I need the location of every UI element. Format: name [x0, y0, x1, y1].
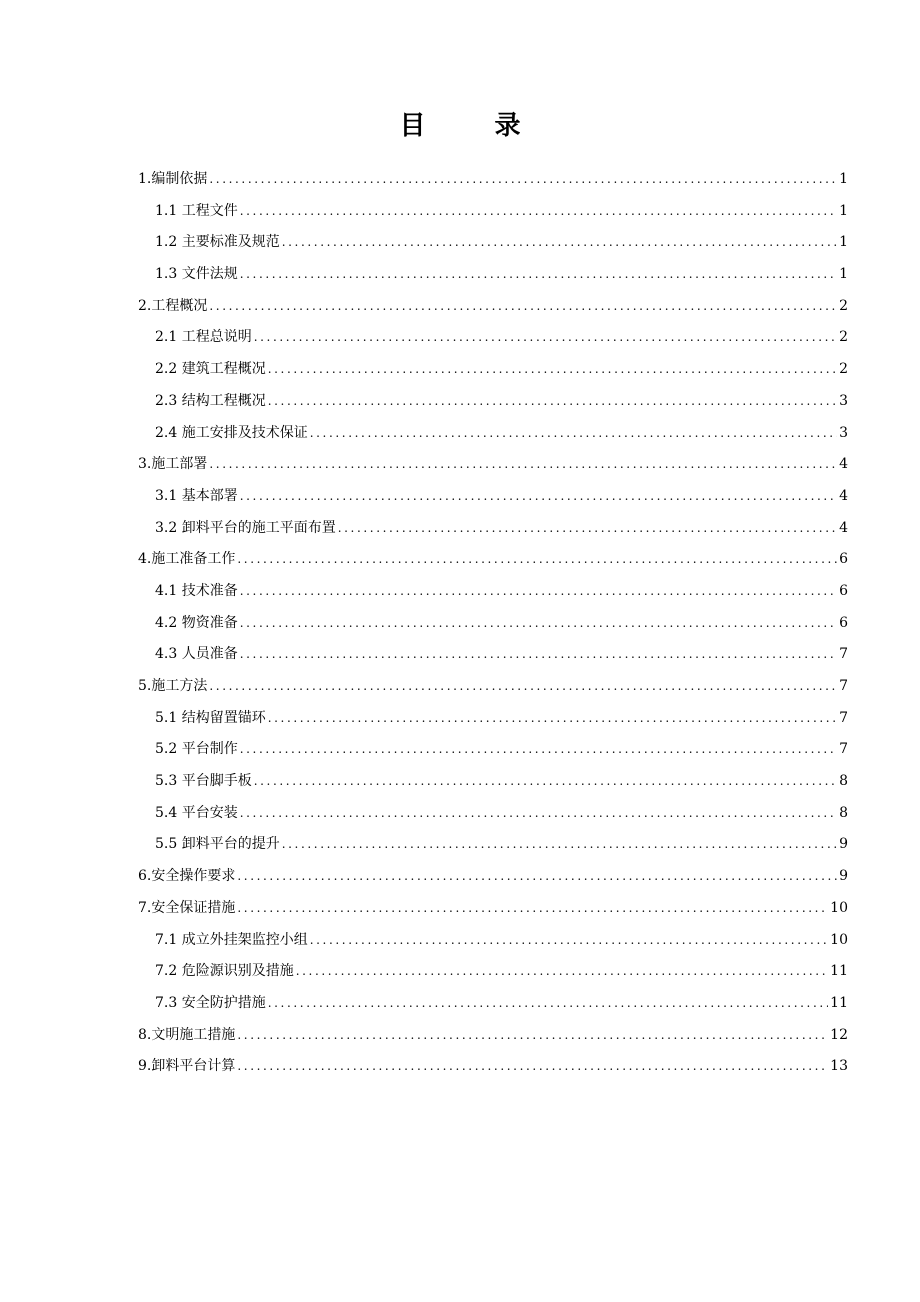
toc-dot-leader — [268, 354, 837, 386]
toc-entry-page-number: 9 — [839, 836, 848, 853]
toc-entry[interactable] — [138, 544, 848, 576]
toc-dot-leader — [240, 259, 837, 291]
toc-entry[interactable] — [138, 259, 848, 291]
toc-entry[interactable] — [138, 418, 848, 450]
toc-entry-page-number: 8 — [839, 773, 848, 790]
toc-dot-leader — [240, 196, 837, 228]
toc-entry-label: 7.2 危险源识别及措施 — [155, 963, 294, 980]
toc-entry-page-number: 11 — [830, 994, 848, 1011]
toc-entry-label: 2.2 建筑工程概况 — [155, 361, 266, 378]
toc-entry-label: 1.3 文件法规 — [155, 266, 238, 283]
toc-entry[interactable] — [138, 798, 848, 830]
toc-entry-label: 4.施工准备工作 — [138, 551, 236, 568]
toc-entry[interactable] — [138, 734, 848, 766]
toc-entry-page-number: 4 — [839, 487, 848, 504]
toc-dot-leader — [237, 1051, 828, 1083]
toc-entry-page-number: 6 — [839, 582, 848, 599]
toc-entry-label: 6.安全操作要求 — [138, 868, 236, 885]
toc-entry-label: 2.1 工程总说明 — [155, 329, 252, 346]
toc-entry[interactable] — [138, 164, 848, 196]
toc-dot-leader — [268, 703, 837, 735]
toc-dot-leader — [282, 227, 837, 259]
toc-entry-page-number: 2 — [839, 361, 848, 378]
toc-entry[interactable] — [138, 386, 848, 418]
toc-dot-leader — [310, 418, 837, 450]
toc-entry[interactable] — [138, 449, 848, 481]
toc-dot-leader — [240, 576, 837, 608]
toc-entry-label: 7.安全保证措施 — [138, 899, 236, 916]
toc-dot-leader — [240, 639, 837, 671]
toc-entry-page-number: 2 — [839, 297, 848, 314]
toc-entry-label: 1.2 主要标准及规范 — [155, 234, 280, 251]
toc-entry-label: 2.工程概况 — [138, 297, 208, 314]
toc-dot-leader — [240, 481, 837, 513]
toc-entry-label: 5.1 结构留置锚环 — [155, 709, 266, 726]
toc-entry-label: 1.1 工程文件 — [155, 202, 238, 219]
toc-entry[interactable] — [138, 861, 848, 893]
toc-title: 目 录 — [399, 111, 551, 141]
toc-entry[interactable] — [138, 354, 848, 386]
toc-entry-page-number: 8 — [839, 804, 848, 821]
toc-dot-leader — [240, 798, 837, 830]
toc-entry-label: 4.2 物资准备 — [155, 614, 238, 631]
toc-entry-label: 3.1 基本部署 — [155, 487, 238, 504]
toc-entry-page-number: 4 — [839, 519, 848, 536]
toc-entry-label: 4.1 技术准备 — [155, 582, 238, 599]
toc-entry[interactable] — [138, 608, 848, 640]
toc-entry-page-number: 11 — [830, 963, 848, 980]
toc-entry[interactable] — [138, 196, 848, 228]
toc-entry-page-number: 7 — [839, 678, 848, 694]
toc-entry-page-number: 10 — [830, 931, 848, 948]
toc-entry[interactable] — [138, 925, 848, 957]
toc-entry-page-number: 7 — [839, 646, 848, 663]
toc-entry-page-number: 6 — [839, 551, 848, 568]
toc-entry-page-number: 7 — [839, 741, 848, 758]
toc-entry-page-number: 10 — [830, 899, 848, 916]
toc-dot-leader — [237, 893, 828, 925]
toc-entry[interactable] — [138, 227, 848, 259]
toc-entry-label: 8.文明施工措施 — [138, 1026, 236, 1043]
toc-entry-page-number: 12 — [830, 1026, 848, 1043]
toc-dot-leader — [209, 164, 837, 196]
toc-entry-label: 9.卸料平台计算 — [138, 1058, 236, 1075]
toc-entry[interactable] — [138, 576, 848, 608]
toc-dot-leader — [237, 861, 837, 893]
toc-entry-page-number: 1 — [839, 202, 848, 219]
toc-entry-label: 5.2 平台制作 — [155, 741, 238, 758]
toc-dot-leader — [310, 925, 828, 957]
toc-dot-leader — [209, 291, 837, 323]
toc-entry-label: 1.编制依据 — [138, 171, 208, 187]
toc-entry[interactable] — [138, 639, 848, 671]
toc-entry-page-number: 2 — [839, 329, 848, 346]
toc-entry-label: 5.施工方法 — [138, 678, 208, 694]
toc-entry-page-number: 4 — [839, 456, 848, 473]
toc-entry-page-number: 3 — [839, 392, 848, 409]
toc-dot-leader — [282, 829, 837, 861]
toc-entry[interactable] — [138, 766, 848, 798]
toc-dot-leader — [209, 449, 837, 481]
toc-entry-label: 4.3 人员准备 — [155, 646, 238, 663]
toc-entry[interactable] — [138, 671, 848, 703]
toc-entry[interactable] — [138, 829, 848, 861]
toc-dot-leader — [338, 513, 837, 545]
toc-entry-page-number: 9 — [839, 868, 848, 885]
toc-entry-page-number: 13 — [830, 1058, 848, 1075]
toc-entry-page-number: 6 — [839, 614, 848, 631]
toc-entry-label: 3.施工部署 — [138, 456, 208, 473]
toc-entry-label: 7.1 成立外挂架监控小组 — [155, 931, 308, 948]
toc-dot-leader — [240, 608, 837, 640]
toc-dot-leader — [296, 956, 828, 988]
toc-entry-label: 7.3 安全防护措施 — [155, 994, 266, 1011]
toc-entry-label: 2.3 结构工程概况 — [155, 392, 266, 409]
toc-entry-label: 5.5 卸料平台的提升 — [155, 836, 280, 853]
toc-entry[interactable] — [138, 1051, 848, 1083]
toc-dot-leader — [268, 988, 828, 1020]
toc-entry[interactable] — [138, 322, 848, 354]
toc-entry[interactable] — [138, 893, 848, 925]
toc-entry-page-number: 1 — [839, 234, 848, 251]
toc-entry[interactable] — [138, 1020, 848, 1052]
toc-entry-label: 3.2 卸料平台的施工平面布置 — [155, 519, 336, 536]
toc-dot-leader — [254, 766, 837, 798]
toc-entry-page-number: 7 — [839, 709, 848, 726]
toc-entry[interactable] — [138, 481, 848, 513]
toc-entry-label: 2.4 施工安排及技术保证 — [155, 424, 308, 441]
toc-entry-page-number: 1 — [839, 266, 848, 283]
toc-entry[interactable] — [138, 291, 848, 323]
toc-dot-leader — [254, 322, 837, 354]
toc-dot-leader — [240, 734, 837, 766]
toc-entry-label: 5.4 平台安装 — [155, 804, 238, 821]
toc-entry-page-number: 1 — [839, 171, 848, 187]
toc-entry[interactable] — [138, 956, 848, 988]
toc-entry[interactable] — [138, 988, 848, 1020]
toc-dot-leader — [209, 671, 837, 703]
toc-dot-leader — [237, 544, 837, 576]
toc-dot-leader — [268, 386, 837, 418]
toc-entry-label: 5.3 平台脚手板 — [155, 773, 252, 790]
toc-dot-leader — [237, 1020, 828, 1052]
toc-entry-page-number: 3 — [839, 424, 848, 441]
toc-entry[interactable] — [138, 513, 848, 545]
toc-entry[interactable] — [138, 703, 848, 735]
table-of-contents — [138, 164, 848, 1083]
